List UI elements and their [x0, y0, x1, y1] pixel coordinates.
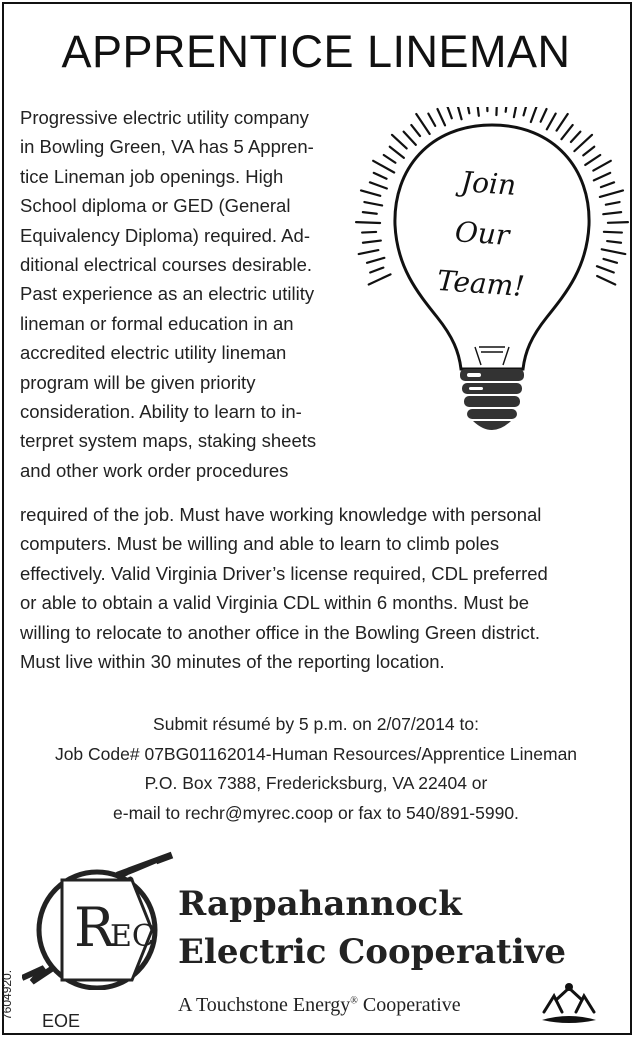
- submit-address: P.O. Box 7388, Fredericksburg, VA 22404 or: [144, 773, 488, 793]
- bulb-ray: [597, 276, 615, 284]
- bulb-ray: [356, 222, 380, 223]
- bulb-ray: [557, 114, 568, 131]
- touchstone-energy-logo: [538, 982, 600, 1028]
- desc-line: computers. Must be willing and able to learn to climb poles: [20, 533, 500, 555]
- bulb-ray: [496, 107, 497, 115]
- bulb-ray: [600, 190, 623, 196]
- desc-line: and other work order procedures: [20, 459, 289, 481]
- submit-job-code: Job Code# 07BG01162014-Human Resources/Apprentice Lineman: [54, 743, 578, 764]
- bulb-ray: [585, 155, 600, 165]
- bulb-ray: [571, 132, 581, 142]
- company-name-line2: Electric Cooperative: [178, 932, 567, 972]
- desc-line: willing to relocate to another office in the Bowling Green district.: [20, 621, 540, 643]
- ad-title: APPRENTICE LINEMAN: [61, 26, 571, 77]
- bulb-ray: [601, 182, 614, 187]
- job-description-wide: [20, 500, 620, 676]
- bulb-ray: [392, 135, 407, 149]
- desc-line: tice Lineman job openings. High: [20, 165, 284, 187]
- bulb-ray: [594, 173, 610, 180]
- bulb-ray: [574, 135, 592, 151]
- desc-line: School diploma or GED (General: [20, 195, 291, 217]
- desc-line: effectively. Valid Virginia Driver’s license required, CDL preferred: [20, 562, 548, 584]
- desc-line: Must live within 30 minutes of the reporting location.: [20, 651, 445, 673]
- bulb-ray: [369, 274, 391, 284]
- ad-reference-code: 7604920.: [0, 969, 14, 1020]
- bulb-ray: [363, 212, 377, 214]
- bulb-text-our: Our: [453, 215, 511, 252]
- bulb-ray: [604, 259, 617, 263]
- desc-line: program will be given priority: [20, 371, 256, 393]
- bulb-ray: [593, 161, 610, 171]
- bulb-ray: [373, 161, 394, 173]
- bulb-ray: [476, 107, 479, 116]
- submit-deadline: Submit résumé by 5 p.m. on 2/07/2014 to:: [153, 714, 479, 734]
- registered-mark: ®: [350, 995, 358, 1007]
- bulb-ray: [363, 241, 381, 243]
- bulb-ray: [603, 212, 621, 214]
- bulb-ray: [606, 202, 620, 205]
- bulb-ray: [437, 109, 445, 125]
- bulb-ray: [370, 268, 383, 273]
- desc-line: Equivalency Diploma) required. Ad-: [20, 224, 310, 246]
- bulb-ray: [457, 107, 462, 119]
- bulb-ray: [390, 147, 404, 158]
- bulb-ray: [531, 107, 539, 122]
- bulb-ray: [467, 107, 470, 113]
- lightbulb-icon: [355, 107, 630, 447]
- bulb-ray: [411, 125, 420, 136]
- bulb-ray: [608, 222, 628, 223]
- desc-line: Progressive electric utility company: [20, 107, 309, 128]
- desc-line: accredited electric utility lineman: [20, 342, 287, 364]
- bulb-ray: [604, 232, 622, 233]
- desc-line: ditional electrical courses desirable.: [20, 254, 313, 276]
- desc-line: Past experience as an electric utility: [20, 283, 315, 305]
- bulb-ray: [416, 114, 429, 134]
- bulb-ray: [524, 107, 528, 115]
- rec-logo: [22, 850, 197, 990]
- bulb-ray: [374, 173, 387, 179]
- bulb-ray: [370, 182, 387, 188]
- job-description-narrow: [20, 103, 360, 485]
- bulb-ray: [487, 107, 488, 111]
- desc-line: lineman or formal education in an: [20, 312, 294, 334]
- touchstone-tagline: [178, 994, 461, 1017]
- bulb-text-join: Join: [459, 165, 518, 202]
- desc-line: required of the job. Must have working knowledge with personal: [20, 504, 542, 525]
- bulb-ray: [602, 249, 626, 254]
- bulb-ray: [607, 241, 621, 243]
- bulb-ray: [362, 232, 376, 233]
- bulb-ray: [384, 155, 396, 163]
- bulb-ray: [367, 258, 384, 263]
- bulb-ray: [364, 202, 382, 205]
- bulb-ray: [359, 250, 379, 254]
- rec-logo-letters-ec: EC: [110, 919, 155, 954]
- bulb-ray: [561, 125, 572, 139]
- company-name-line1: Rappahannock: [178, 884, 462, 924]
- bulb-ray: [583, 147, 594, 156]
- touchstone-text: A Touchstone Energy: [178, 994, 351, 1016]
- bulb-text-team: Team!: [435, 263, 526, 304]
- submit-contact: e-mail to rechr@myrec.coop or fax to 540/891-5990.: [113, 802, 519, 823]
- submission-instructions: [0, 710, 632, 828]
- desc-line: terpret system maps, staking sheets: [20, 430, 317, 452]
- desc-line: in Bowling Green, VA has 5 Appren-: [20, 136, 314, 158]
- bulb-ray: [547, 114, 556, 130]
- bulb-ray: [514, 107, 518, 117]
- eoe-label: EOE: [42, 1011, 81, 1031]
- bulb-ray: [404, 132, 416, 145]
- touchstone-cooperative: Cooperative: [357, 994, 461, 1016]
- desc-line: or able to obtain a valid Virginia CDL within 6 months. Must be: [20, 592, 530, 614]
- bulb-ray: [541, 109, 547, 122]
- rec-logo-letter-r: R: [74, 896, 115, 959]
- bulb-ray: [597, 266, 614, 272]
- bulb-ray: [506, 107, 508, 112]
- bulb-ray: [428, 114, 435, 126]
- bulb-ray: [361, 190, 380, 195]
- bulb-ray: [445, 107, 452, 118]
- desc-line: consideration. Ability to learn to in-: [20, 401, 302, 423]
